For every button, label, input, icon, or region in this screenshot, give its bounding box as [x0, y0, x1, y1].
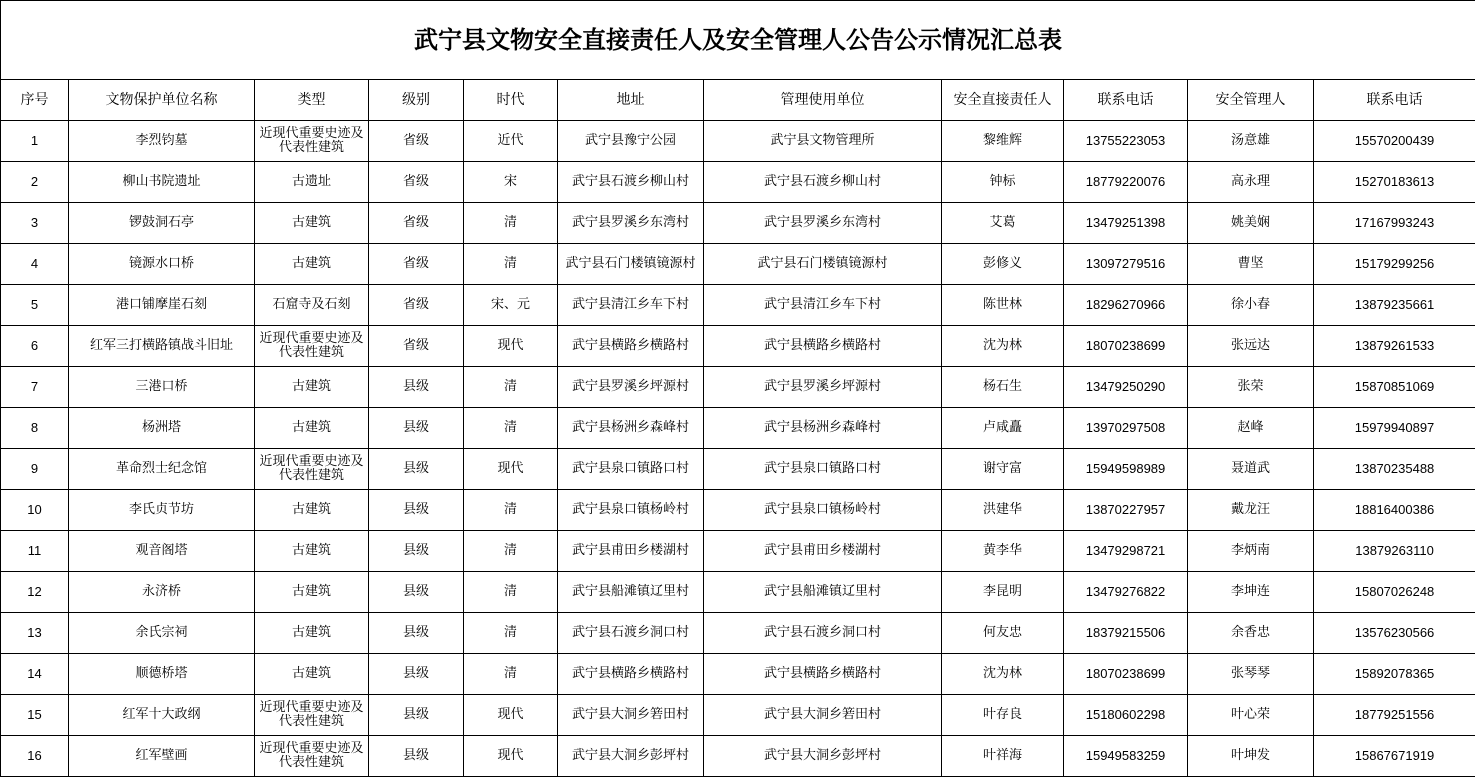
cell-level: 省级: [369, 162, 464, 203]
table-row: [1, 613, 1475, 654]
cell-era: 清: [464, 367, 558, 408]
cell-safety-manager: 姚美娴: [1188, 203, 1314, 244]
cell-direct-responsible: 卢咸矗: [942, 408, 1064, 449]
cell-safety-manager: 叶坤发: [1188, 736, 1314, 777]
cell-level: 县级: [369, 408, 464, 449]
cell-type: 古建筑: [255, 654, 369, 695]
cell-manager-phone: 15870851069: [1314, 367, 1475, 408]
cell-address: 武宁县豫宁公园: [558, 121, 704, 162]
cell-type: 古建筑: [255, 408, 369, 449]
cell-index: 3: [1, 203, 69, 244]
cell-index: 16: [1, 736, 69, 777]
table-title: 武宁县文物安全直接责任人及安全管理人公告公示情况汇总表: [1, 1, 1475, 80]
cell-direct-responsible: 洪建华: [942, 490, 1064, 531]
cell-era: 清: [464, 490, 558, 531]
cell-type: 古建筑: [255, 613, 369, 654]
cell-management-unit: 武宁县甫田乡楼湖村: [704, 531, 942, 572]
header-site-name: 文物保护单位名称: [69, 80, 255, 121]
cell-manager-phone: 15979940897: [1314, 408, 1475, 449]
cell-level: 县级: [369, 736, 464, 777]
table-row: [1, 695, 1475, 736]
cell-site-name: 革命烈士纪念馆: [69, 449, 255, 490]
cell-responsible-phone: 15949598989: [1064, 449, 1188, 490]
cell-address: 武宁县船滩镇辽里村: [558, 572, 704, 613]
cell-era: 宋、元: [464, 285, 558, 326]
cell-type: 近现代重要史迹及代表性建筑: [255, 326, 369, 367]
cell-site-name: 永济桥: [69, 572, 255, 613]
table-body: [1, 121, 1475, 777]
cell-direct-responsible: 杨石生: [942, 367, 1064, 408]
cell-site-name: 观音阁塔: [69, 531, 255, 572]
cell-type: 近现代重要史迹及代表性建筑: [255, 449, 369, 490]
cell-direct-responsible: 沈为林: [942, 326, 1064, 367]
cell-index: 4: [1, 244, 69, 285]
cell-responsible-phone: 18070238699: [1064, 654, 1188, 695]
cell-level: 县级: [369, 613, 464, 654]
cell-responsible-phone: 13755223053: [1064, 121, 1188, 162]
cell-era: 清: [464, 654, 558, 695]
cell-direct-responsible: 李昆明: [942, 572, 1064, 613]
cell-manager-phone: 15892078365: [1314, 654, 1475, 695]
cell-era: 清: [464, 531, 558, 572]
cell-era: 近代: [464, 121, 558, 162]
cell-site-name: 镜源水口桥: [69, 244, 255, 285]
cell-index: 7: [1, 367, 69, 408]
cell-level: 省级: [369, 203, 464, 244]
cell-type: 古建筑: [255, 490, 369, 531]
cell-address: 武宁县石渡乡洞口村: [558, 613, 704, 654]
cell-management-unit: 武宁县清江乡车下村: [704, 285, 942, 326]
cell-manager-phone: 13879261533: [1314, 326, 1475, 367]
cell-safety-manager: 赵峰: [1188, 408, 1314, 449]
cell-responsible-phone: 13479298721: [1064, 531, 1188, 572]
table-row: [1, 490, 1475, 531]
cell-index: 9: [1, 449, 69, 490]
cell-index: 6: [1, 326, 69, 367]
cell-responsible-phone: 13870227957: [1064, 490, 1188, 531]
cell-site-name: 余氏宗祠: [69, 613, 255, 654]
header-era: 时代: [464, 80, 558, 121]
cell-era: 清: [464, 244, 558, 285]
cell-manager-phone: 18779251556: [1314, 695, 1475, 736]
cell-type: 近现代重要史迹及代表性建筑: [255, 695, 369, 736]
cell-safety-manager: 汤意雄: [1188, 121, 1314, 162]
cell-index: 5: [1, 285, 69, 326]
cell-management-unit: 武宁县大洞乡彭坪村: [704, 736, 942, 777]
cell-direct-responsible: 谢守富: [942, 449, 1064, 490]
cell-level: 县级: [369, 654, 464, 695]
table-row: [1, 162, 1475, 203]
cell-direct-responsible: 叶存良: [942, 695, 1064, 736]
cell-management-unit: 武宁县横路乡横路村: [704, 654, 942, 695]
cell-safety-manager: 高永理: [1188, 162, 1314, 203]
header-type: 类型: [255, 80, 369, 121]
cell-address: 武宁县大洞乡彭坪村: [558, 736, 704, 777]
cell-address: 武宁县石门楼镇镜源村: [558, 244, 704, 285]
cell-management-unit: 武宁县石渡乡柳山村: [704, 162, 942, 203]
cell-type: 古建筑: [255, 244, 369, 285]
header-manager-phone: 联系电话: [1314, 80, 1475, 121]
cell-type: 近现代重要史迹及代表性建筑: [255, 121, 369, 162]
cell-direct-responsible: 彭修义: [942, 244, 1064, 285]
cell-management-unit: 武宁县船滩镇辽里村: [704, 572, 942, 613]
table-row: [1, 531, 1475, 572]
cell-manager-phone: 15179299256: [1314, 244, 1475, 285]
header-level: 级别: [369, 80, 464, 121]
cell-direct-responsible: 沈为林: [942, 654, 1064, 695]
cell-direct-responsible: 黎维辉: [942, 121, 1064, 162]
cell-level: 省级: [369, 326, 464, 367]
cell-era: 现代: [464, 326, 558, 367]
cell-management-unit: 武宁县罗溪乡东湾村: [704, 203, 942, 244]
cell-management-unit: 武宁县泉口镇路口村: [704, 449, 942, 490]
cell-responsible-phone: 13479276822: [1064, 572, 1188, 613]
cell-type: 古遗址: [255, 162, 369, 203]
table-row: [1, 203, 1475, 244]
cell-site-name: 李氏贞节坊: [69, 490, 255, 531]
header-responsible-phone: 联系电话: [1064, 80, 1188, 121]
cell-level: 县级: [369, 572, 464, 613]
table-row: [1, 121, 1475, 162]
cell-address: 武宁县泉口镇路口村: [558, 449, 704, 490]
cell-era: 清: [464, 203, 558, 244]
table-row: [1, 572, 1475, 613]
cell-responsible-phone: 18379215506: [1064, 613, 1188, 654]
cell-type: 近现代重要史迹及代表性建筑: [255, 736, 369, 777]
cell-address: 武宁县泉口镇杨岭村: [558, 490, 704, 531]
cell-site-name: 三港口桥: [69, 367, 255, 408]
cell-index: 11: [1, 531, 69, 572]
cell-manager-phone: 13879235661: [1314, 285, 1475, 326]
cell-management-unit: 武宁县石门楼镇镜源村: [704, 244, 942, 285]
cell-manager-phone: 13870235488: [1314, 449, 1475, 490]
cell-type: 古建筑: [255, 572, 369, 613]
table-row: [1, 326, 1475, 367]
cell-era: 清: [464, 572, 558, 613]
cell-type: 古建筑: [255, 531, 369, 572]
cell-responsible-phone: 13970297508: [1064, 408, 1188, 449]
cell-index: 10: [1, 490, 69, 531]
cell-level: 省级: [369, 121, 464, 162]
cell-era: 现代: [464, 736, 558, 777]
cell-site-name: 锣鼓洞石亭: [69, 203, 255, 244]
cell-direct-responsible: 何友忠: [942, 613, 1064, 654]
cell-management-unit: 武宁县泉口镇杨岭村: [704, 490, 942, 531]
cell-safety-manager: 李坤连: [1188, 572, 1314, 613]
table-row: [1, 408, 1475, 449]
table-row: [1, 654, 1475, 695]
cell-level: 省级: [369, 285, 464, 326]
cell-address: 武宁县横路乡横路村: [558, 654, 704, 695]
cell-index: 8: [1, 408, 69, 449]
cell-address: 武宁县甫田乡楼湖村: [558, 531, 704, 572]
cell-site-name: 红军三打横路镇战斗旧址: [69, 326, 255, 367]
cell-address: 武宁县杨洲乡森峰村: [558, 408, 704, 449]
header-index: 序号: [1, 80, 69, 121]
cell-responsible-phone: 18070238699: [1064, 326, 1188, 367]
cell-manager-phone: 17167993243: [1314, 203, 1475, 244]
cell-safety-manager: 戴龙汪: [1188, 490, 1314, 531]
cell-address: 武宁县清江乡车下村: [558, 285, 704, 326]
cell-manager-phone: 15270183613: [1314, 162, 1475, 203]
cell-responsible-phone: 15949583259: [1064, 736, 1188, 777]
table-row: [1, 285, 1475, 326]
cell-direct-responsible: 艾葛: [942, 203, 1064, 244]
cell-management-unit: 武宁县杨洲乡森峰村: [704, 408, 942, 449]
cell-era: 清: [464, 613, 558, 654]
cell-direct-responsible: 叶祥海: [942, 736, 1064, 777]
cell-type: 石窟寺及石刻: [255, 285, 369, 326]
cell-address: 武宁县罗溪乡坪源村: [558, 367, 704, 408]
cell-manager-phone: 15570200439: [1314, 121, 1475, 162]
cell-level: 县级: [369, 531, 464, 572]
header-safety-manager: 安全管理人: [1188, 80, 1314, 121]
header-management-unit: 管理使用单位: [704, 80, 942, 121]
title-row: [1, 1, 1475, 80]
cell-direct-responsible: 黄李华: [942, 531, 1064, 572]
cell-level: 县级: [369, 449, 464, 490]
cell-responsible-phone: 18779220076: [1064, 162, 1188, 203]
header-address: 地址: [558, 80, 704, 121]
cell-safety-manager: 曹坚: [1188, 244, 1314, 285]
cell-safety-manager: 叶心荣: [1188, 695, 1314, 736]
cell-safety-manager: 余香忠: [1188, 613, 1314, 654]
cell-manager-phone: 13576230566: [1314, 613, 1475, 654]
table-row: [1, 736, 1475, 777]
cell-site-name: 红军十大政纲: [69, 695, 255, 736]
cell-management-unit: 武宁县横路乡横路村: [704, 326, 942, 367]
cell-direct-responsible: 陈世林: [942, 285, 1064, 326]
table-row: [1, 367, 1475, 408]
cell-era: 现代: [464, 449, 558, 490]
cell-index: 2: [1, 162, 69, 203]
cell-management-unit: 武宁县大洞乡箬田村: [704, 695, 942, 736]
cell-index: 15: [1, 695, 69, 736]
cell-management-unit: 武宁县罗溪乡坪源村: [704, 367, 942, 408]
cell-index: 14: [1, 654, 69, 695]
cell-address: 武宁县横路乡横路村: [558, 326, 704, 367]
cell-era: 宋: [464, 162, 558, 203]
cell-type: 古建筑: [255, 203, 369, 244]
cell-manager-phone: 15867671919: [1314, 736, 1475, 777]
cell-direct-responsible: 钟标: [942, 162, 1064, 203]
cell-level: 省级: [369, 244, 464, 285]
cell-management-unit: 武宁县文物管理所: [704, 121, 942, 162]
cell-safety-manager: 聂道武: [1188, 449, 1314, 490]
table-row: [1, 244, 1475, 285]
cell-manager-phone: 13879263110: [1314, 531, 1475, 572]
table-row: [1, 449, 1475, 490]
header-row: [1, 80, 1475, 121]
cell-type: 古建筑: [255, 367, 369, 408]
cell-responsible-phone: 13479251398: [1064, 203, 1188, 244]
cell-responsible-phone: 13097279516: [1064, 244, 1188, 285]
cell-level: 县级: [369, 367, 464, 408]
cell-responsible-phone: 18296270966: [1064, 285, 1188, 326]
cell-level: 县级: [369, 695, 464, 736]
cell-index: 12: [1, 572, 69, 613]
cell-responsible-phone: 15180602298: [1064, 695, 1188, 736]
cell-safety-manager: 张荣: [1188, 367, 1314, 408]
cell-index: 13: [1, 613, 69, 654]
cell-address: 武宁县石渡乡柳山村: [558, 162, 704, 203]
cell-index: 1: [1, 121, 69, 162]
cell-safety-manager: 李炳南: [1188, 531, 1314, 572]
cell-safety-manager: 张远达: [1188, 326, 1314, 367]
cell-responsible-phone: 13479250290: [1064, 367, 1188, 408]
cell-site-name: 杨洲塔: [69, 408, 255, 449]
cell-site-name: 柳山书院遗址: [69, 162, 255, 203]
cell-site-name: 红军壁画: [69, 736, 255, 777]
cell-safety-manager: 徐小春: [1188, 285, 1314, 326]
cell-site-name: 顺德桥塔: [69, 654, 255, 695]
header-direct-responsible: 安全直接责任人: [942, 80, 1064, 121]
cell-site-name: 李烈钧墓: [69, 121, 255, 162]
cell-site-name: 港口铺摩崖石刻: [69, 285, 255, 326]
cell-address: 武宁县罗溪乡东湾村: [558, 203, 704, 244]
cell-era: 现代: [464, 695, 558, 736]
cell-era: 清: [464, 408, 558, 449]
cell-level: 县级: [369, 490, 464, 531]
cell-management-unit: 武宁县石渡乡洞口村: [704, 613, 942, 654]
cell-safety-manager: 张琴琴: [1188, 654, 1314, 695]
cell-manager-phone: 18816400386: [1314, 490, 1475, 531]
cell-address: 武宁县大洞乡箬田村: [558, 695, 704, 736]
cell-manager-phone: 15807026248: [1314, 572, 1475, 613]
